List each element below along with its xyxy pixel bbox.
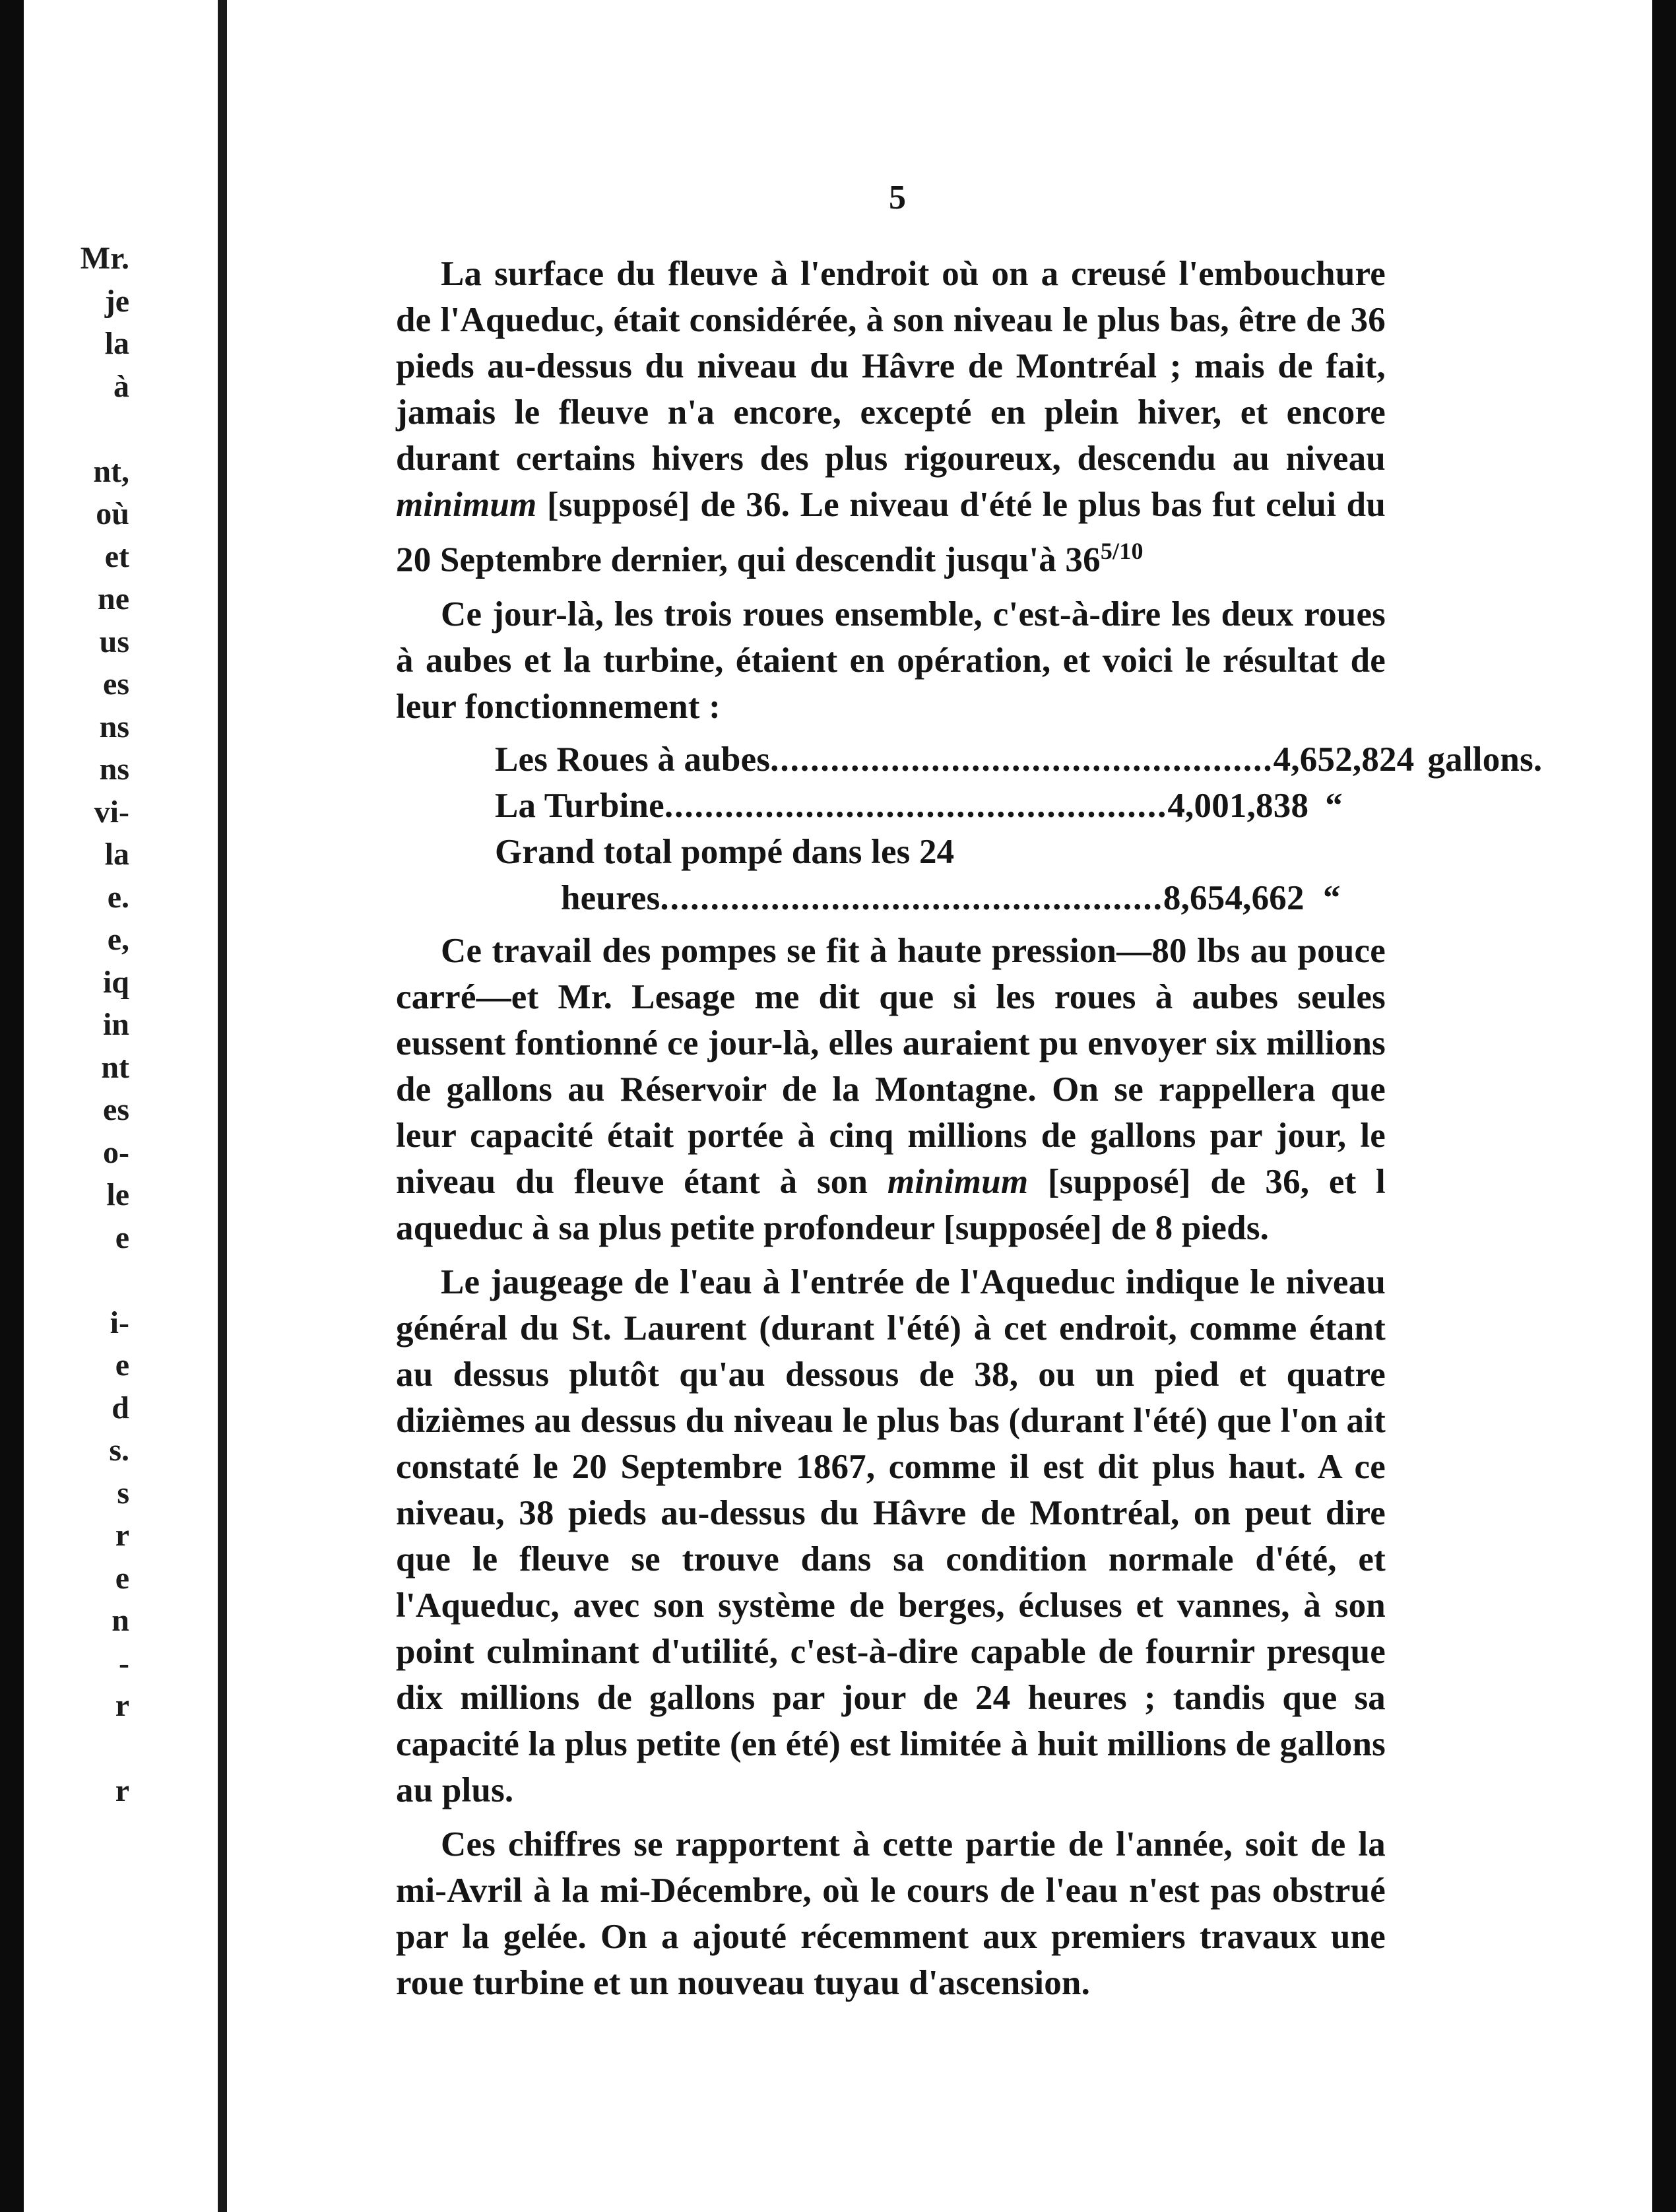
prev-page-fragment: r [115,1773,129,1808]
prev-page-fragment: e. [107,879,129,915]
pump-tally [495,736,1543,921]
prev-page-fragment: r [115,1518,129,1553]
prev-page-fragment: e [115,1220,129,1255]
fraction: 5/10 [1100,538,1144,564]
prev-page-fragment: es [103,667,129,701]
prev-page-fragment: n [112,1603,129,1638]
paragraph-2: Ce jour-là, les trois roues ensemble, c'est-à-dire les deux roues à aubes et la turbine, étaient en opération, et voici le résultat de leur fonctionnement : [396,595,1386,726]
prev-page-fragment: nt, [93,453,129,489]
prev-page-fragment: e [115,1348,129,1382]
prev-page-fragment: s [117,1475,129,1511]
prev-page-fragment: iq [102,964,129,1000]
prev-page-fragment: à [113,368,129,404]
page-number: 5 [889,179,906,216]
prev-page-fragment: e [115,1560,129,1596]
prev-page-fragment: ns [99,709,129,744]
prev-page-fragment: le [106,1177,129,1212]
prev-page-fragment: es [103,1092,129,1127]
prev-page-fragment: in [102,1007,129,1042]
prev-page-fragment: d [112,1390,129,1425]
prev-page-fragment: nt [101,1049,129,1085]
prev-page-fragment: je [104,283,129,319]
previous-page-fragments [24,238,215,1813]
binding-gutter [218,0,227,2212]
prev-page-fragment: ne [98,581,129,616]
tally-row-roues: Les Roues à aubes .................................................. 4,652,824 gallons. [495,740,1543,779]
prev-page-fragment [24,408,215,451]
prev-page-fragment: et [104,538,129,574]
scan-edge-right [1652,0,1676,2212]
tally-total-label: Grand total pompé dans les 24 [495,832,955,871]
prev-page-fragment: ns [99,752,129,787]
prev-page-fragment [24,1728,215,1771]
prev-page-fragment: s. [109,1433,129,1468]
prev-page-fragment [24,1259,215,1302]
prev-page-fragment: o- [103,1134,129,1170]
prev-page-fragment: us [99,624,129,659]
emphasis-minimum: minimum [396,486,537,524]
scan-edge-left [0,0,24,2212]
prev-page-fragment: où [96,496,129,531]
emphasis-minimum: minimum [887,1162,1029,1201]
paragraph-4: Le jaugeage de l'eau à l'entrée de l'Aqueduc indique le niveau général du St. Laurent (durant l'été) à cet endroit, comme étant au dessus plutôt qu'au dessous de 38, ou un pied et quatre dizièmes au dessus du niveau le plus bas (durant l'été) que l'on ait constaté le 20 Septembre 1867, comme il est dit plus haut. A ce niveau, 38 pieds au-dessus du Hâvre de Montréal, on peut dire que le fleuve se trouve dans sa condition normale d'été, et l'Aqueduc, avec son système de berges, écluses et vannes, à son point culminant d'utilité, c'est-à-dire capable de fournir presque dix millions de gallons par jour de 24 heures ; tandis que sa capacité la plus petite (en été) est limitée à huit millions de gallons au plus. [396,1262,1386,1809]
prev-page-fragment: vi- [94,794,129,830]
paragraph-3: Ce travail des pompes se fit à haute pression—80 lbs au pouce carré—et Mr. Lesage me dit que si les roues à aubes seules eussent fontionné ce jour-là, elles auraient pu envoyer six millions de gallons au Réservoir de la Montagne. On se rappellera que leur capacité était portée à cinq millions de gallons par jour, le niveau du fleuve étant à son minimum [supposé] de 36, et l aqueduc à sa plus petite profondeur [supposée] de 8 pieds. [396,931,1386,1247]
prev-page-fragment: la [104,326,129,361]
tally-row-turbine: La Turbine .................................................. 4,001,838 “ [495,786,1343,825]
prev-page-fragment: - [119,1645,129,1681]
prev-page-fragment: Mr. [80,241,129,276]
prev-page-fragment: r [115,1688,129,1723]
page-body [396,251,1543,2006]
prev-page-fragment: e, [107,922,129,957]
prev-page-fragment: la [104,837,129,872]
tally-row-total: heures .................................................. 8,654,662 “ [561,878,1341,917]
prev-page-fragment: i- [110,1305,129,1340]
paragraph-5: Ces chiffres se rapportent à cette partie de l'année, soit de la mi-Avril à la mi-Décembre, où le cours de l'eau n'est pas obstrué par la gelée. On a ajouté récemment aux premiers travaux une roue turbine et un nouveau tuyau d'ascension. [396,1825,1386,2002]
paragraph-1: La surface du fleuve à l'endroit où on a creusé l'embouchure de l'Aqueduc, était considérée, à son niveau le plus bas, être de 36 pieds au-dessus du niveau du Hâvre de Montréal ; mais de fait, jamais le fleuve n'a encore, excepté en plein hiver, et encore durant certains hivers des plus rigoureux, descendu au niveau minimum [supposé] de 36. Le niveau d'été le plus bas fut celui du 20 Septembre dernier, qui descendit jusqu'à $36^{5/10}$ [396,255,1386,579]
